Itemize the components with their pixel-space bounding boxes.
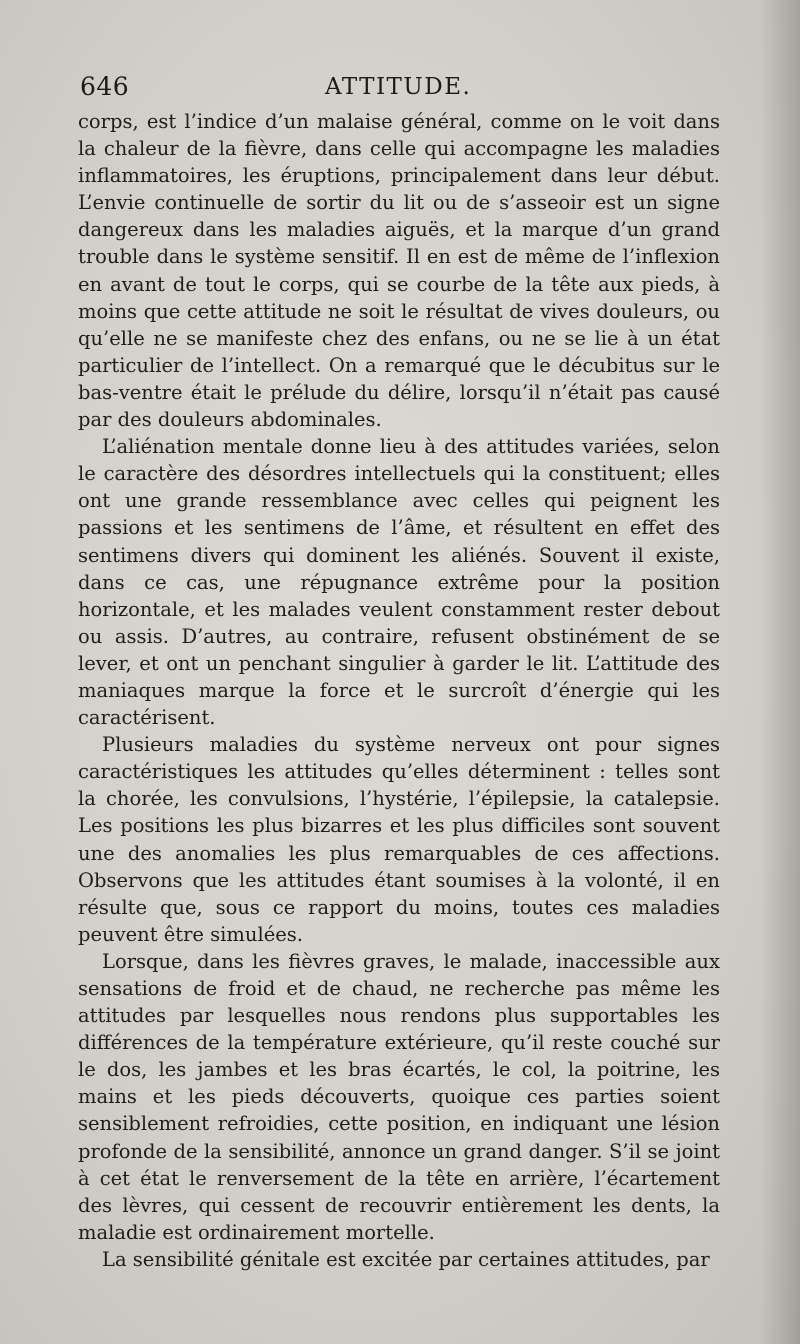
page-header xyxy=(80,72,720,106)
running-title: ATTITUDE. xyxy=(325,74,472,100)
paragraph-genital-sensibility: La sensibilité génitale est excitée par certaines attitudes, par xyxy=(102,1247,710,1271)
page-number: 646 xyxy=(80,72,130,101)
paragraph-grave-fevers: Lorsque, dans les fièvres graves, le malade, inaccessible aux sensations de froid et de chaud, ne recherche pas même les attitudes par lesquelles nous rendons plus supportables les différences de la température extérieure, qu’il reste couché sur le dos, les jambes et les bras écartés, le col, la poitrine, les mains et les pieds découverts, quoique ces parties soient sensiblement refroidies, cette position, en indiquant une lésion profonde de la sensibilité, annonce un grand danger. S’il se joint à cet état le renversement de la tête en arrière, l’écartement des lèvres, qui cessent de recouvrir entièrement les dents, la maladie est ordinairement mortelle. xyxy=(78,949,720,1244)
paragraph-alienation: L’aliénation mentale donne lieu à des attitudes variées, selon le caractère des désordres intellectuels qui la constituent; elles ont une grande ressemblance avec celles qui peignent les passions et les sentimens de l’âme, et résultent en effet des sentimens divers qui dominent les aliénés. Souvent il existe, dans ce cas, une répugnance extrême pour la position horizontale, et les malades veulent constamment rester debout ou assis. D’autres, au contraire, refusent obstinément de se lever, et ont un penchant singulier à garder le lit. L’attitude des maniaques marque la force et le surcroît d’énergie qui les caractérisent. xyxy=(78,435,720,730)
body-text xyxy=(78,108,720,1273)
page-edge-shadow xyxy=(760,0,800,1344)
paragraph-nervous-diseases: Plusieurs maladies du système nerveux ont pour signes caractéristiques les attitudes qu’elles déterminent : telles sont la chorée, les convulsions, l’hystérie, l’épilepsie, la catalepsie. Les positions les plus bizarres et les plus difficiles sont souvent une des anomalies les plus remarquables de ces affections. Observons que les attitudes étant soumises à la volonté, il en résulte que, sous ce rapport du moins, toutes ces maladies peuvent être simulées. xyxy=(78,733,720,946)
paragraph-continuation: corps, est l’indice d’un malaise général, comme on le voit dans la chaleur de la fièvre, dans celle qui accompagne les maladies inflammatoires, les éruptions, principalement dans leur début. L’envie continuelle de sortir du lit ou de s’asseoir est un signe dangereux dans les maladies aiguës, et la marque d’un grand trouble dans le système sensitif. Il en est de même de l’inflexion en avant de tout le corps, qui se courbe de la tête aux pieds, à moins que cette attitude ne soit le résultat de vives douleurs, ou qu’elle ne se manifeste chez des enfans, ou ne se lie à un état particulier de l’intellect. On a remarqué que le décubitus sur le bas-ventre était le prélude du délire, lorsqu’il n’était pas causé par des douleurs abdominales. xyxy=(78,110,720,432)
